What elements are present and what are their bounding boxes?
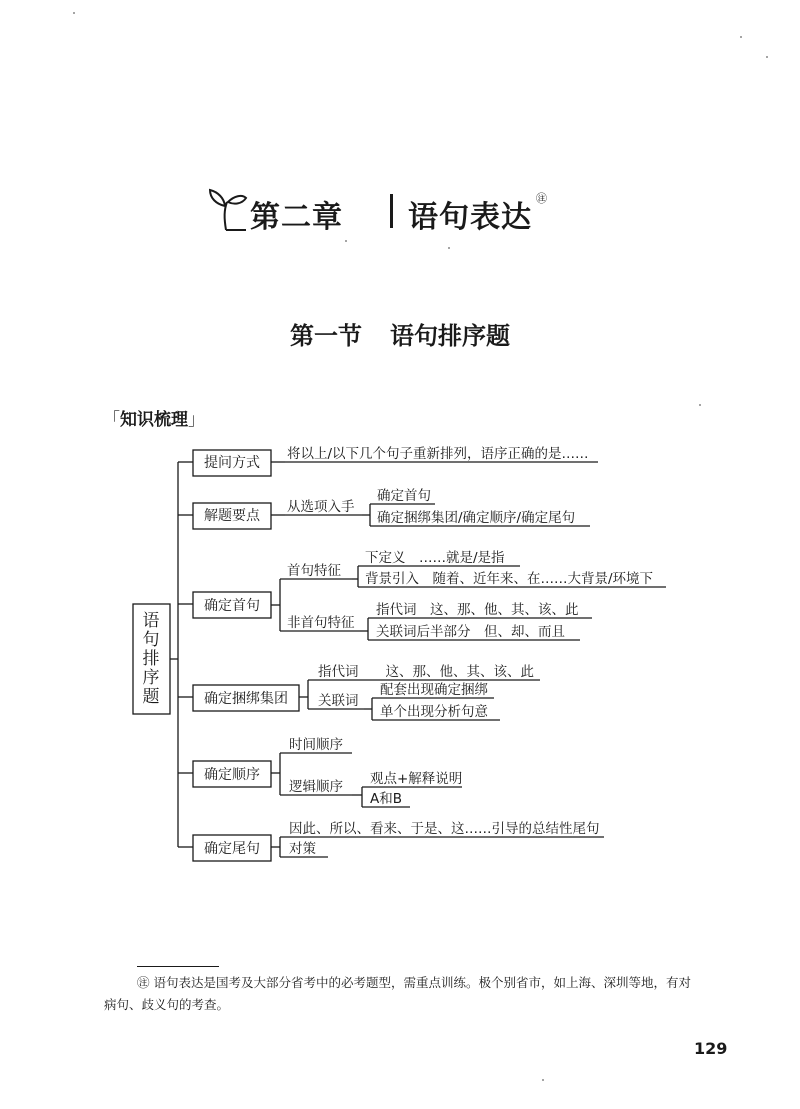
footnote [104, 972, 694, 1016]
footnote-text: 语句表达是国考及大部分省考中的必考题型，需重点训练。极个别省市，如上海、深圳等地，有对病句、歧义句的考查。 [104, 975, 692, 1012]
scan-speck [740, 36, 742, 38]
branch-label-ask-style: 提问方式 [204, 455, 260, 471]
chapter-label: 第二章 [250, 200, 343, 235]
scan-speck [542, 1079, 544, 1081]
scan-speck [699, 404, 701, 406]
last-sentence-item: 因此、所以、看来、于是、这……引导的总结性尾句 [289, 821, 600, 837]
branch-label-key-points: 解题要点 [204, 508, 260, 524]
scan-speck [345, 240, 347, 242]
non-first-features-item: 关联词后半部分 但、却、而且 [376, 624, 565, 640]
binding-conjunction-label: 关联词 [318, 693, 359, 709]
order-time: 时间顺序 [289, 737, 343, 753]
section-topic: 语句排序题 [390, 322, 510, 350]
root-char: 排 [142, 649, 160, 669]
last-sentence-item: 对策 [289, 841, 316, 857]
branch-label-last-sentence: 确定尾句 [204, 841, 260, 857]
first-features-label: 首句特征 [287, 563, 341, 579]
footnote-mark[interactable]: ㊟ [536, 192, 547, 205]
chapter-topic: 语句表达 [408, 200, 532, 235]
key-points-item: 确定捆绑集团/确定顺序/确定尾句 [377, 510, 576, 526]
binding-conjunction-item: 配套出现确定捆绑 [380, 682, 488, 698]
binding-conjunction-item: 单个出现分析句意 [380, 704, 488, 720]
root-char: 语 [142, 611, 160, 631]
non-first-features-label: 非首句特征 [287, 615, 355, 631]
branch-label-binding-group: 确定捆绑集团 [204, 691, 288, 707]
key-points-method: 从选项入手 [287, 499, 355, 515]
key-points-item: 确定首句 [377, 488, 431, 504]
footnote-mark-inline: ㊟ [137, 975, 150, 990]
root-char: 句 [142, 630, 160, 650]
binding-pronoun: 指代词 这、那、他、其、该、此 [318, 664, 534, 680]
bracket-open: 「 [103, 410, 120, 430]
scan-speck [73, 12, 75, 14]
root-char: 题 [142, 687, 160, 707]
order-logic-label: 逻辑顺序 [289, 779, 343, 795]
ask-style-detail: 将以上/以下几个句子重新排列，语序正确的是…… [287, 446, 589, 462]
order-logic-item: 观点+解释说明 [370, 771, 463, 787]
scan-speck [766, 56, 768, 58]
branch-label-order: 确定顺序 [204, 767, 260, 783]
root-char: 序 [142, 668, 160, 688]
order-logic-item: A和B [370, 791, 402, 807]
branch-label-first-sentence: 确定首句 [204, 598, 260, 614]
first-features-item: 下定义 ……就是/是指 [365, 550, 505, 566]
bracket-close: 」 [188, 410, 205, 430]
first-features-item: 背景引入 随着、近年来、在……大背景/环境下 [365, 571, 654, 587]
non-first-features-item: 指代词 这、那、他、其、该、此 [376, 602, 579, 618]
page-number: 129 [694, 1039, 728, 1058]
section-label: 第一节 [290, 322, 362, 350]
scan-speck [448, 247, 450, 249]
knowledge-header-text: 知识梳理 [120, 410, 188, 430]
footnote-divider [137, 966, 219, 967]
